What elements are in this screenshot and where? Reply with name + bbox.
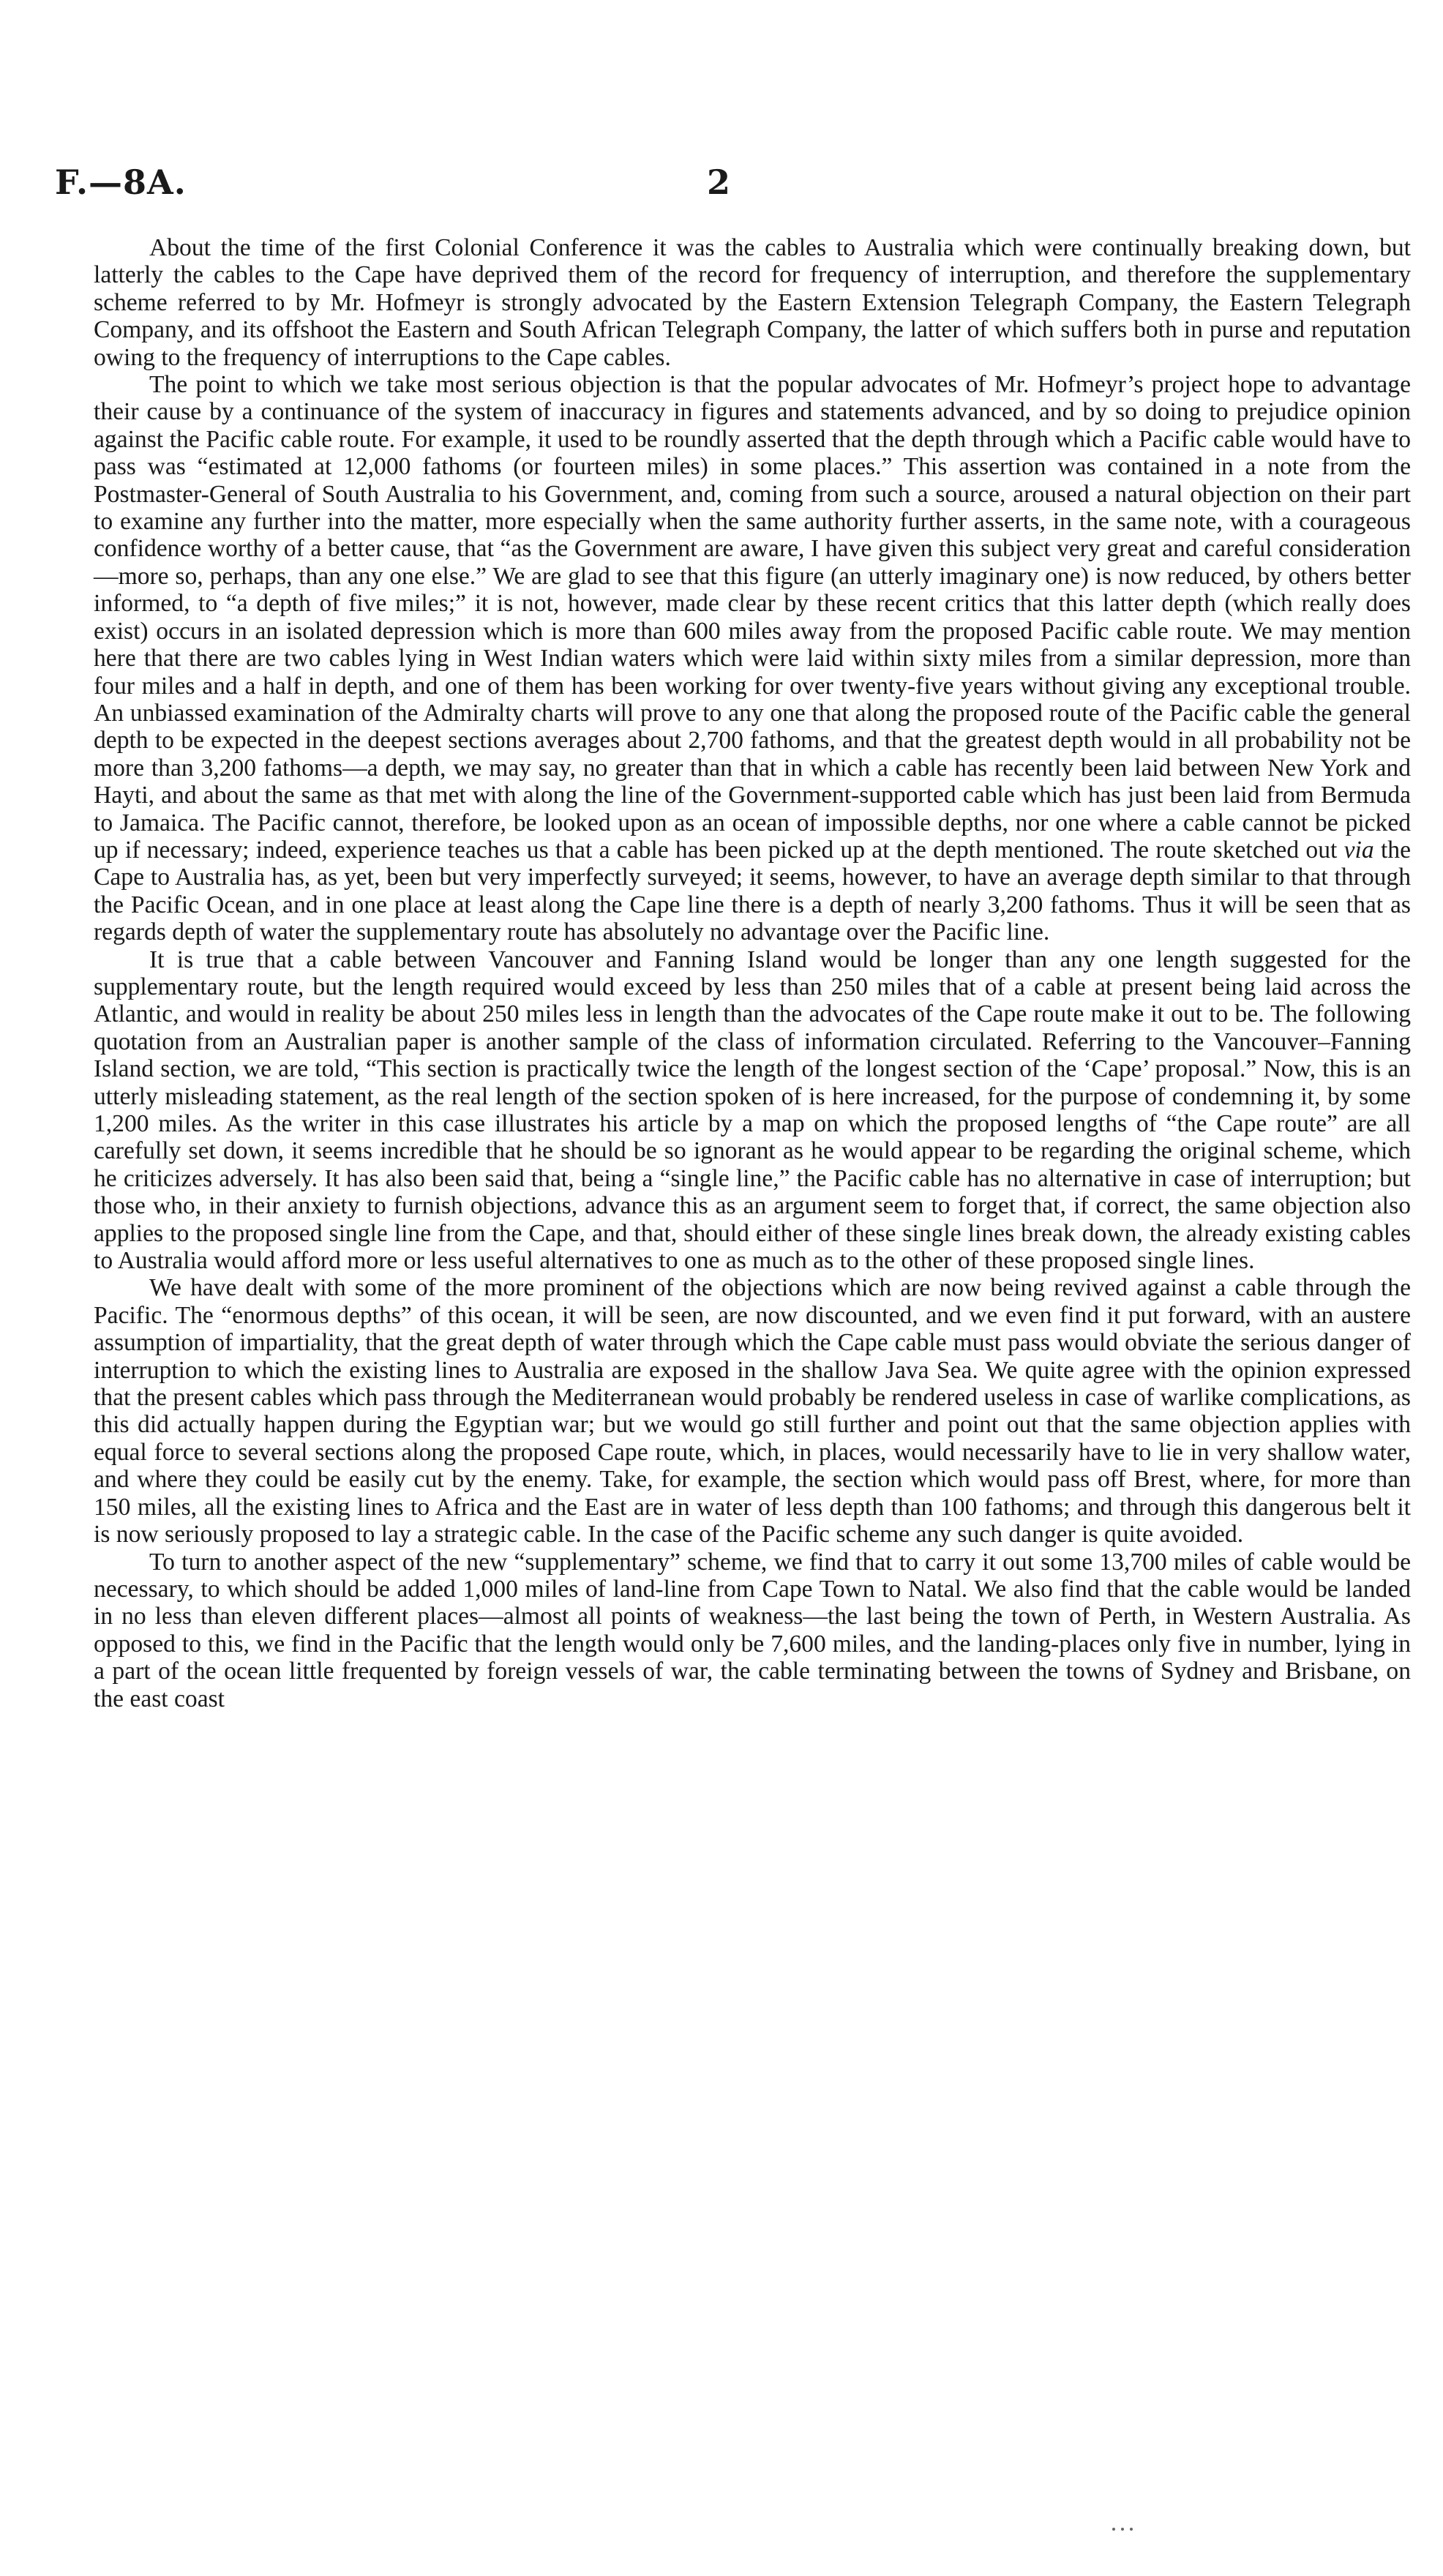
paragraph-3: It is true that a cable between Vancouver and Fanning Island would be longer than any one length suggested for the supplementary route, but the length required would exceed by less than 250 miles that of a cable at present being laid across the Atlantic, and would in reality be about 250 miles less in length than the advocates of the Cape route make it out to be. The following quotation from an Australian paper is another sample of the class of information circulated. Referring to the Vancouver–Fanning Island section, we are told, “This section is practically twice the length of the longest section of the ‘Cape’ proposal.” Now, this is an utterly misleading statement, as the real length of the section spoken of is here increased, for the purpose of condemning it, by some 1,200 miles. As the writer in this case illustrates his article by a map on which the proposed lengths of “the Cape route” are all carefully set down, it seems incredible that he should be so ignorant as he would appear to be regarding the original scheme, which he criticizes adversely. It has also been said that, being a “single line,” the Pacific cable has no alternative in case of interruption; but those who, in their anxiety to furnish objections, advance this as an argument seem to forget that, if correct, the same objection also applies to the proposed single line from the Cape, and that, should either of these single lines break down, the already existing cables to Australia would afford more or less useful alternatives to one as much as to the other of these proposed single lines. [94, 946, 1411, 1275]
scan-specks [1112, 2522, 1142, 2528]
paragraph-2-part-b: the Cape to Australia has, as yet, been but very imperfectly surveyed; it seems, however, to have an average depth similar to that through the Pacific Ocean, and in one place at least along the Cape line there is a depth of nearly 3,200 fathoms. Thus it will be seen that as regards depth of water the supplementary route has absolutely no advantage over the Pacific line. [94, 836, 1411, 946]
page-header [0, 162, 1443, 214]
body-text [94, 234, 1411, 1712]
document-reference: F.—8A. [55, 162, 187, 202]
via-italic: via [1343, 836, 1374, 864]
paragraph-4: We have dealt with some of the more prominent of the objections which are now being revived against a cable through the Pacific. The “enormous depths” of this ocean, it will be seen, are now discounted, and we even find it put forward, with an austere assumption of impartiality, that the great depth of water through which the Cape cable must pass would obviate the serious danger of interruption to which the existing lines to Australia are exposed in the shallow Java Sea. We quite agree with the opinion expressed that the present cables which pass through the Mediterranean would probably be rendered useless in case of warlike complications, as this did actually happen during the Egyptian war; but we would go still further and point out that the same objection applies with equal force to several sections along the proposed Cape route, which, in places, would necessarily have to lie in very shallow water, and where they could be easily cut by the enemy. Take, for example, the section which would pass off Brest, where, for more than 150 miles, all the existing lines to Africa and the East are in water of less depth than 100 fathoms; and through this dangerous belt it is now seriously proposed to lay a strategic cable. In the case of the Pacific scheme any such danger is quite avoided. [94, 1274, 1411, 1549]
page-number: 2 [707, 162, 731, 202]
paragraph-5: To turn to another aspect of the new “supplementary” scheme, we find that to carry it out some 13,700 miles of cable would be necessary, to which should be added 1,000 miles of land-line from Cape Town to Natal. We also find that the cable would be landed in no less than eleven different places—almost all points of weakness—the last being the town of Perth, in Western Australia. As opposed to this, we find in the Pacific that the length would only be 7,600 miles, and the landing-places only five in number, lying in a part of the ocean little frequented by foreign vessels of war, the cable terminating between the towns of Sydney and Brisbane, on the east coast [94, 1548, 1411, 1712]
paragraph-1: About the time of the first Colonial Conference it was the cables to Australia which were continually breaking down, but latterly the cables to the Cape have deprived them of the record for frequency of interruption, and therefore the supplementary scheme referred to by Mr. Hofmeyr is strongly advocated by the Eastern Extension Telegraph Company, the Eastern Telegraph Company, and its offshoot the Eastern and South African Telegraph Company, the latter of which suffers both in purse and reputation owing to the frequency of interruptions to the Cape cables. [94, 234, 1411, 371]
paragraph-2-part-a: The point to which we take most serious objection is that the popular advocates of Mr. Hofmeyr’s project hope to advantage their cause by a continuance of the system of inaccuracy in figures and statements advanced, and by so doing to prejudice opinion against the Pacific cable route. For example, it used to be roundly asserted that the depth through which a Pacific cable would have to pass was “estimated at 12,000 fathoms (or fourteen miles) in some places.” This assertion was contained in a note from the Postmaster-General of South Australia to his Government, and, coming from such a source, aroused a natural objection on their part to examine any further into the matter, more especially when the same authority further asserts, in the same note, with a courageous confidence worthy of a better cause, that “as the Government are aware, I have given this subject very great and careful consideration—more so, perhaps, than any one else.” We are glad to see that this figure (an utterly imaginary one) is now reduced, by others better informed, to “a depth of five miles;” it is not, however, made clear by these recent critics that this latter depth (which really does exist) occurs in an isolated depression which is more than 600 miles away from the proposed Pacific cable route. We may mention here that there are two cables lying in West Indian waters which were laid within sixty miles from a similar depression, more than four miles and a half in depth, and one of them has been working for over twenty-five years without giving any exceptional trouble. An unbiassed examination of the Admiralty charts will prove to any one that along the proposed route of the Pacific cable the general depth to be expected in the deepest sections averages about 2,700 fathoms, and that the greatest depth would in all probability not be more than 3,200 fathoms—a depth, we may say, no greater than that in which a cable has recently been laid between New York and Hayti, and about the same as that met with along the line of the Government-supported cable which has just been laid from Bermuda to Jamaica. The Pacific cannot, therefore, be looked upon as an ocean of impossible depths, nor one where a cable cannot be picked up if necessary; indeed, experience teaches us that a cable has been picked up at the depth mentioned. The route sketched out [94, 371, 1411, 864]
paragraph-2 [94, 371, 1411, 946]
